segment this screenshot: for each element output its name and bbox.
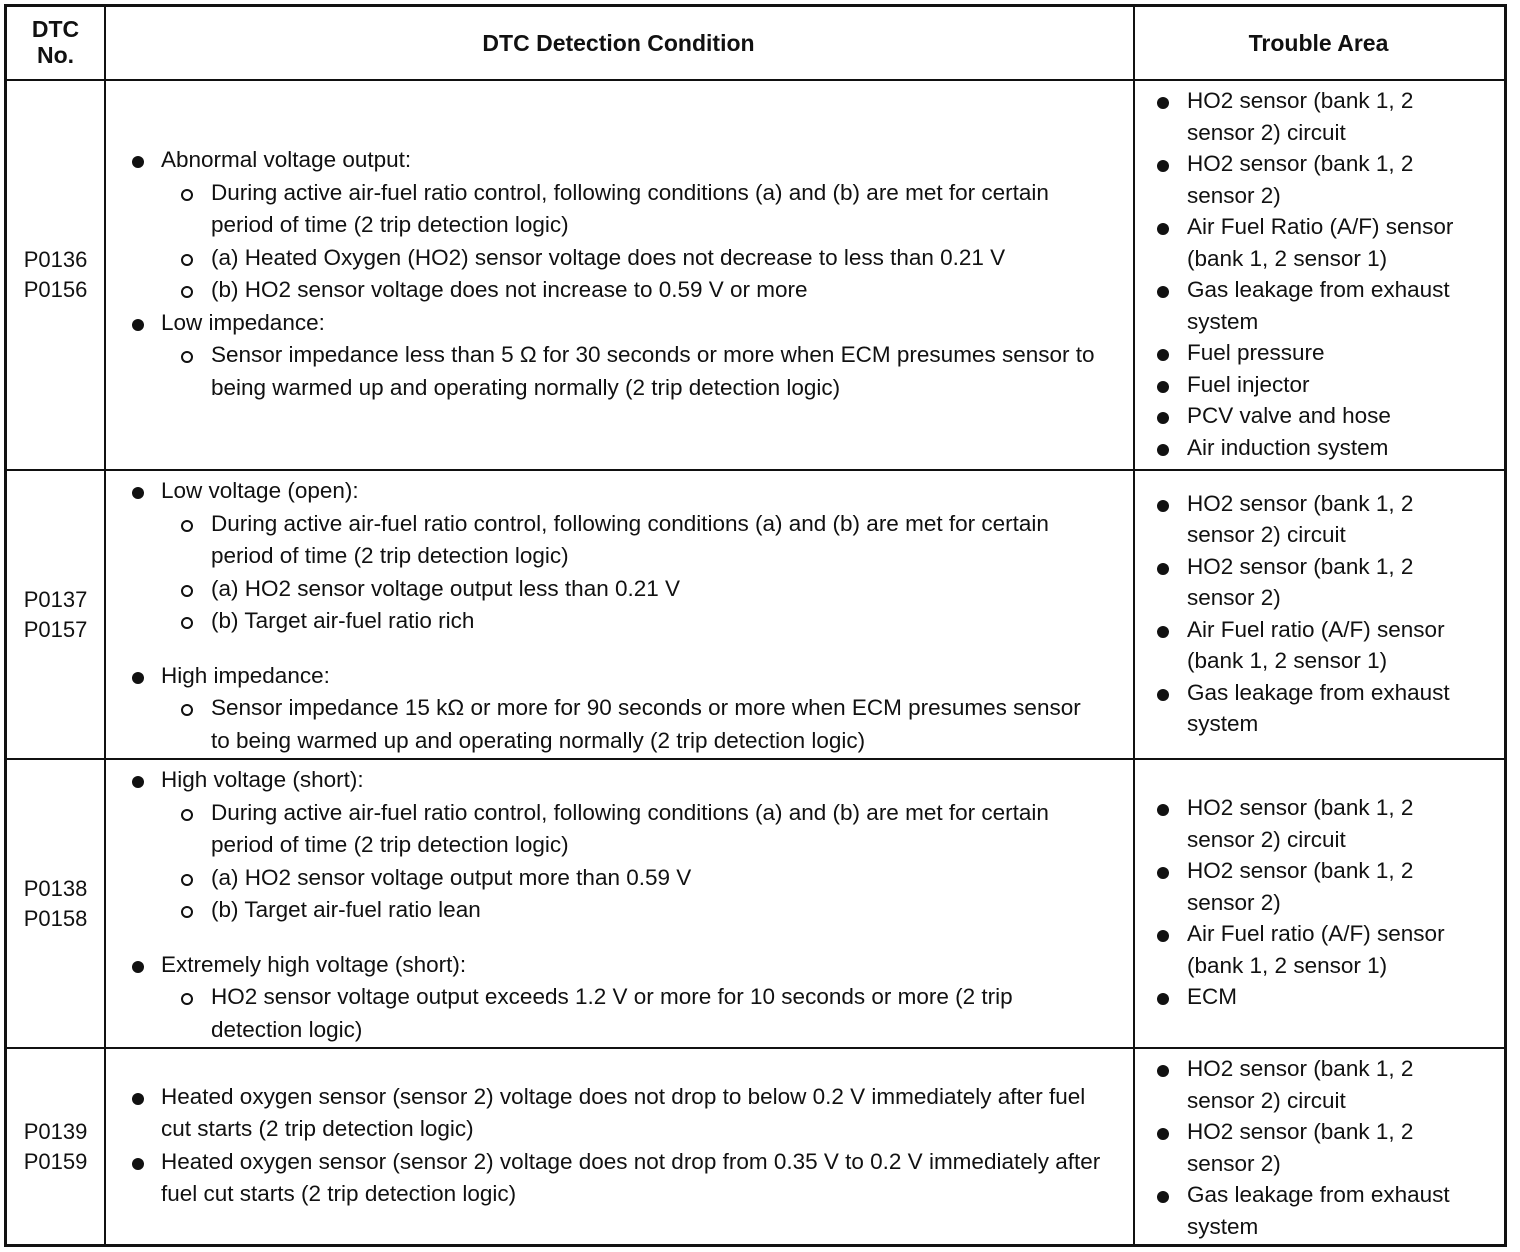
trouble-area-item: sensor 2) xyxy=(1187,585,1281,610)
trouble-area-item: system xyxy=(1187,308,1259,334)
trouble-area-item: system xyxy=(1187,1213,1259,1239)
trouble-area-item: Fuel injector xyxy=(1187,371,1310,397)
condition-text: Abnormal voltage output: xyxy=(161,147,412,172)
bullet-circle xyxy=(181,906,193,918)
sub-condition-text: being warmed up and operating normally (2 trip detection logic) xyxy=(211,374,841,400)
sub-condition-text: period of time (2 trip detection logic) xyxy=(211,832,569,857)
trouble-area-item: (bank 1, 2 sensor 1) xyxy=(1187,952,1388,978)
bullet-circle xyxy=(181,520,193,532)
dtc-codes xyxy=(7,874,104,934)
trouble-area-item: HO2 sensor (bank 1, 2 xyxy=(1187,1056,1414,1081)
trouble-area-item: HO2 sensor (bank 1, 2 xyxy=(1187,151,1414,176)
condition-text: Extremely high voltage (short): xyxy=(161,951,467,977)
trouble-area-item: system xyxy=(1187,711,1259,736)
trouble-area-item: sensor 2) xyxy=(1187,889,1281,915)
trouble-area-item: Air Fuel ratio (A/F) sensor xyxy=(1187,616,1445,642)
condition-text: Low impedance: xyxy=(161,309,325,335)
bullet-dot xyxy=(1157,97,1169,109)
bullet-dot xyxy=(1157,160,1169,172)
condition-text: Low voltage (open): xyxy=(161,478,359,503)
bullet-dot xyxy=(1157,563,1169,575)
trouble-area-item: (bank 1, 2 sensor 1) xyxy=(1187,245,1388,271)
trouble-area-item: ECM xyxy=(1187,984,1237,1010)
bullet-dot xyxy=(132,1093,144,1105)
dtc-code: P0139 xyxy=(23,1118,88,1144)
bullet-circle xyxy=(181,585,193,597)
table-row xyxy=(7,469,1504,758)
bullet-dot xyxy=(132,487,144,499)
bullet-dot xyxy=(132,672,144,684)
sub-condition-text: (a) Heated Oxygen (HO2) sensor voltage does not decrease to less than 0.21 V xyxy=(211,244,1006,270)
sub-condition-text: (b) HO2 sensor voltage does not increase to 0.59 V or more xyxy=(211,277,808,302)
dtc-code: P0138 xyxy=(23,875,88,901)
bullet-dot xyxy=(1157,286,1169,298)
trouble-area-item: sensor 2) circuit xyxy=(1187,826,1346,852)
sub-condition-text: During active air-fuel ratio control, following conditions (a) and (b) are met for certain xyxy=(211,179,1049,205)
trouble-area-item: Gas leakage from exhaust xyxy=(1187,1182,1450,1207)
trouble-area-item: sensor 2) circuit xyxy=(1187,1087,1346,1113)
header-trouble-area: Trouble Area xyxy=(1248,30,1389,56)
bullet-dot xyxy=(1157,223,1169,235)
trouble-area-item: sensor 2) xyxy=(1187,182,1281,208)
bullet-circle xyxy=(181,254,193,266)
table-row xyxy=(7,1047,1504,1244)
sub-condition-text: (a) HO2 sensor voltage output less than 0.21 V xyxy=(211,575,681,601)
sub-condition-text: to being warmed up and operating normally (2 trip detection logic) xyxy=(211,727,866,753)
trouble-area-item: HO2 sensor (bank 1, 2 xyxy=(1187,858,1414,884)
bullet-dot xyxy=(1157,804,1169,816)
trouble-area-item: Air Fuel Ratio (A/F) sensor xyxy=(1187,214,1454,239)
bullet-circle xyxy=(181,189,193,201)
bullet-dot xyxy=(1157,993,1169,1005)
trouble-area-item: PCV valve and hose xyxy=(1187,403,1391,428)
dtc-code: P0137 xyxy=(23,586,88,612)
trouble-area-item: HO2 sensor (bank 1, 2 xyxy=(1187,795,1414,821)
bullet-dot xyxy=(1157,1128,1169,1140)
condition-text: High impedance: xyxy=(161,662,330,688)
trouble-area-item: Air Fuel ratio (A/F) sensor xyxy=(1187,921,1445,947)
bullet-dot xyxy=(1157,349,1169,361)
sub-condition-text: detection logic) xyxy=(211,1016,363,1042)
header-row xyxy=(7,7,1504,79)
trouble-area-item: HO2 sensor (bank 1, 2 xyxy=(1187,490,1414,516)
bullet-dot xyxy=(1157,500,1169,512)
dtc-codes xyxy=(7,245,104,305)
sub-condition-text: (b) Target air-fuel ratio rich xyxy=(211,608,475,633)
bullet-circle xyxy=(181,351,193,363)
trouble-area-item: sensor 2) xyxy=(1187,1150,1281,1176)
trouble-area-item: Fuel pressure xyxy=(1187,340,1325,365)
condition-text: cut starts (2 trip detection logic) xyxy=(161,1116,474,1141)
condition-text: High voltage (short): xyxy=(161,767,364,792)
bullet-dot xyxy=(132,776,144,788)
bullet-dot xyxy=(1157,381,1169,393)
sub-condition-text: HO2 sensor voltage output exceeds 1.2 V or more for 10 seconds or more (2 trip xyxy=(211,984,1013,1009)
condition-text: Heated oxygen sensor (sensor 2) voltage does not drop to below 0.2 V immediately after fuel xyxy=(161,1083,1086,1109)
bullet-dot xyxy=(132,319,144,331)
bullet-circle xyxy=(181,993,193,1005)
sub-condition-text: During active air-fuel ratio control, following conditions (a) and (b) are met for certain xyxy=(211,510,1049,536)
bullet-dot xyxy=(1157,1191,1169,1203)
bullet-circle xyxy=(181,809,193,821)
bullet-dot xyxy=(1157,444,1169,456)
bullet-dot xyxy=(132,156,144,168)
bullet-dot xyxy=(1157,626,1169,638)
header-dtc-no: DTC No. xyxy=(31,16,80,68)
trouble-area-item: sensor 2) circuit xyxy=(1187,522,1346,547)
bullet-dot xyxy=(1157,1065,1169,1077)
dtc-table xyxy=(4,4,1507,1247)
dtc-code: P0136 xyxy=(23,247,88,272)
trouble-area-item: Gas leakage from exhaust xyxy=(1187,679,1450,705)
sub-condition-text: During active air-fuel ratio control, following conditions (a) and (b) are met for certain xyxy=(211,799,1049,825)
sub-condition-text: (b) Target air-fuel ratio lean xyxy=(211,897,481,922)
sub-condition-text: period of time (2 trip detection logic) xyxy=(211,543,569,568)
sub-condition-text: Sensor impedance less than 5 Ω for 30 seconds or more when ECM presumes sensor to xyxy=(211,342,1095,367)
bullet-dot xyxy=(132,1158,144,1170)
table-row xyxy=(7,79,1504,469)
condition-text: fuel cut starts (2 trip detection logic) xyxy=(161,1181,517,1206)
trouble-area-item: (bank 1, 2 sensor 1) xyxy=(1187,648,1388,673)
sub-condition-text: period of time (2 trip detection logic) xyxy=(211,212,569,237)
condition-text: Heated oxygen sensor (sensor 2) voltage does not drop from 0.35 V to 0.2 V immediately after xyxy=(161,1148,1101,1174)
header-condition: DTC Detection Condition xyxy=(482,30,755,56)
bullet-dot xyxy=(1157,689,1169,701)
trouble-area-item: HO2 sensor (bank 1, 2 xyxy=(1187,1119,1414,1144)
bullet-dot xyxy=(132,961,144,973)
dtc-code: P0157 xyxy=(23,616,88,642)
sub-condition-text: Sensor impedance 15 kΩ or more for 90 seconds or more when ECM presumes sensor xyxy=(211,695,1081,720)
bullet-circle xyxy=(181,874,193,886)
bullet-circle xyxy=(181,704,193,716)
bullet-circle xyxy=(181,286,193,298)
trouble-area-item: Gas leakage from exhaust xyxy=(1187,277,1450,302)
trouble-area-item: Air induction system xyxy=(1187,434,1389,460)
dtc-codes xyxy=(7,1117,104,1177)
sub-condition-text: (a) HO2 sensor voltage output more than 0.59 V xyxy=(211,864,692,890)
bullet-circle xyxy=(181,617,193,629)
dtc-codes xyxy=(7,585,104,645)
trouble-area-item: sensor 2) circuit xyxy=(1187,119,1346,145)
dtc-code: P0156 xyxy=(23,277,88,302)
bullet-dot xyxy=(1157,412,1169,424)
trouble-area-item: HO2 sensor (bank 1, 2 xyxy=(1187,553,1414,579)
table-row xyxy=(7,758,1504,1047)
dtc-code: P0158 xyxy=(23,905,88,931)
bullet-dot xyxy=(1157,867,1169,879)
bullet-dot xyxy=(1157,930,1169,942)
dtc-code: P0159 xyxy=(23,1148,88,1174)
trouble-area-item: HO2 sensor (bank 1, 2 xyxy=(1187,88,1414,113)
